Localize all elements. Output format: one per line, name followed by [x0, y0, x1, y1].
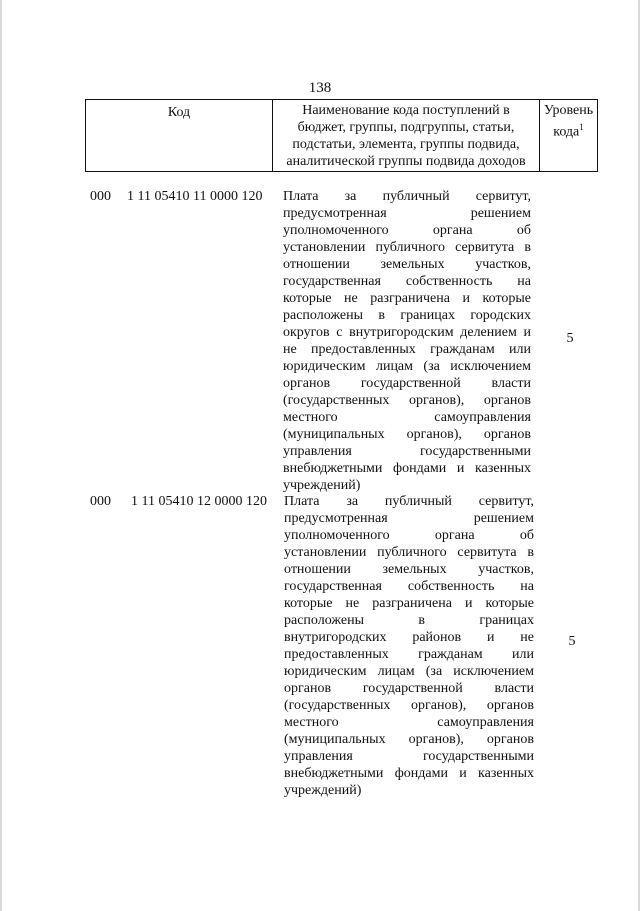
row-name-line: местного самоуправления: [283, 410, 531, 425]
row-level: 5: [568, 634, 576, 649]
page-number: 138: [308, 80, 332, 96]
row-name-line: предусмотренная решением: [284, 511, 534, 526]
header-level-line2: [540, 119, 597, 141]
row-name-line: (государственных органов), органов: [283, 393, 531, 408]
header-code-label: Код: [167, 105, 191, 120]
row-name-line: местного самоуправления: [284, 715, 534, 730]
footnote-marker: 1: [579, 122, 584, 132]
header-name-cell: [273, 100, 540, 172]
row-prefix: 000: [90, 494, 111, 509]
header-name-line: Наименование кода поступлений в: [302, 103, 510, 118]
row-name-line: предоставленных гражданам или: [284, 647, 534, 662]
row-prefix: 000: [90, 189, 111, 204]
header-code-cell: [86, 100, 273, 172]
row-name-line: отношении земельных участков,: [283, 257, 531, 272]
row-name-line: управления государственными: [283, 444, 531, 459]
row-name-line: отношении земельных участков,: [284, 562, 534, 577]
row-name-line: уполномоченного органа об: [283, 223, 531, 238]
row-name-line: не предоставленных гражданам или: [283, 342, 531, 357]
row-name-line: внебюджетными фондами и казенных: [284, 766, 534, 781]
row-name-line: (муниципальных органов), органов: [284, 732, 534, 747]
header-name-line: подстатьи, элемента, группы подвида,: [292, 137, 520, 152]
row-name-line: расположены в границах городских: [283, 308, 531, 323]
row-level: 5: [566, 331, 574, 346]
row-name-line: учреждений): [283, 478, 361, 493]
row-name-line: установлении публичного сервитута в: [284, 545, 534, 560]
header-level-line1: Уровень: [543, 103, 594, 118]
row-name-line: органов государственной власти: [283, 376, 531, 391]
table-header: [85, 99, 598, 172]
row-name: [283, 188, 531, 494]
row-code: 1 11 05410 11 0000 120: [127, 189, 263, 204]
header-name-line: бюджет, группы, подгруппы, статьи,: [297, 120, 515, 135]
scan-edge-left: [0, 0, 2, 911]
row-name: [284, 493, 534, 799]
row-name-line: которые не разграничена и которые: [283, 291, 531, 306]
row-name-line: которые не разграничена и которые: [284, 596, 534, 611]
row-name-line: (муниципальных органов), органов: [283, 427, 531, 442]
row-name-line: округов с внутригородским делением и: [283, 325, 531, 340]
row-name-line: предусмотренная решением: [283, 206, 531, 221]
header-name-line: аналитической группы подвида доходов: [286, 154, 526, 169]
row-name-line-justified: Плата за публичный сервитут,: [284, 494, 534, 509]
row-name-line: (государственных органов), органов: [284, 698, 534, 713]
row-name-line: установлении публичного сервитута в: [283, 240, 531, 255]
header-level-cell: [540, 100, 598, 172]
row-name-line: управления государственными: [284, 749, 534, 764]
header-level-label: кода: [553, 124, 580, 140]
row-name-line: учреждений): [284, 783, 362, 798]
row-code: 1 11 05410 12 0000 120: [131, 494, 267, 509]
row-name-line: расположены в границах: [284, 613, 534, 628]
row-name-line: внебюджетными фондами и казенных: [283, 461, 531, 476]
row-name-line: уполномоченного органа об: [284, 528, 534, 543]
row-name-line: органов государственной власти: [284, 681, 534, 696]
row-name-line: юридическим лицам (за исключением: [284, 664, 534, 679]
row-name-line: государственная собственность на: [284, 579, 534, 594]
row-name-line-justified: Плата за публичный сервитут,: [283, 189, 531, 204]
row-name-line: государственная собственность на: [283, 274, 531, 289]
row-name-line: внутригородских районов и не: [284, 630, 534, 645]
row-name-line: юридическим лицам (за исключением: [283, 359, 531, 374]
